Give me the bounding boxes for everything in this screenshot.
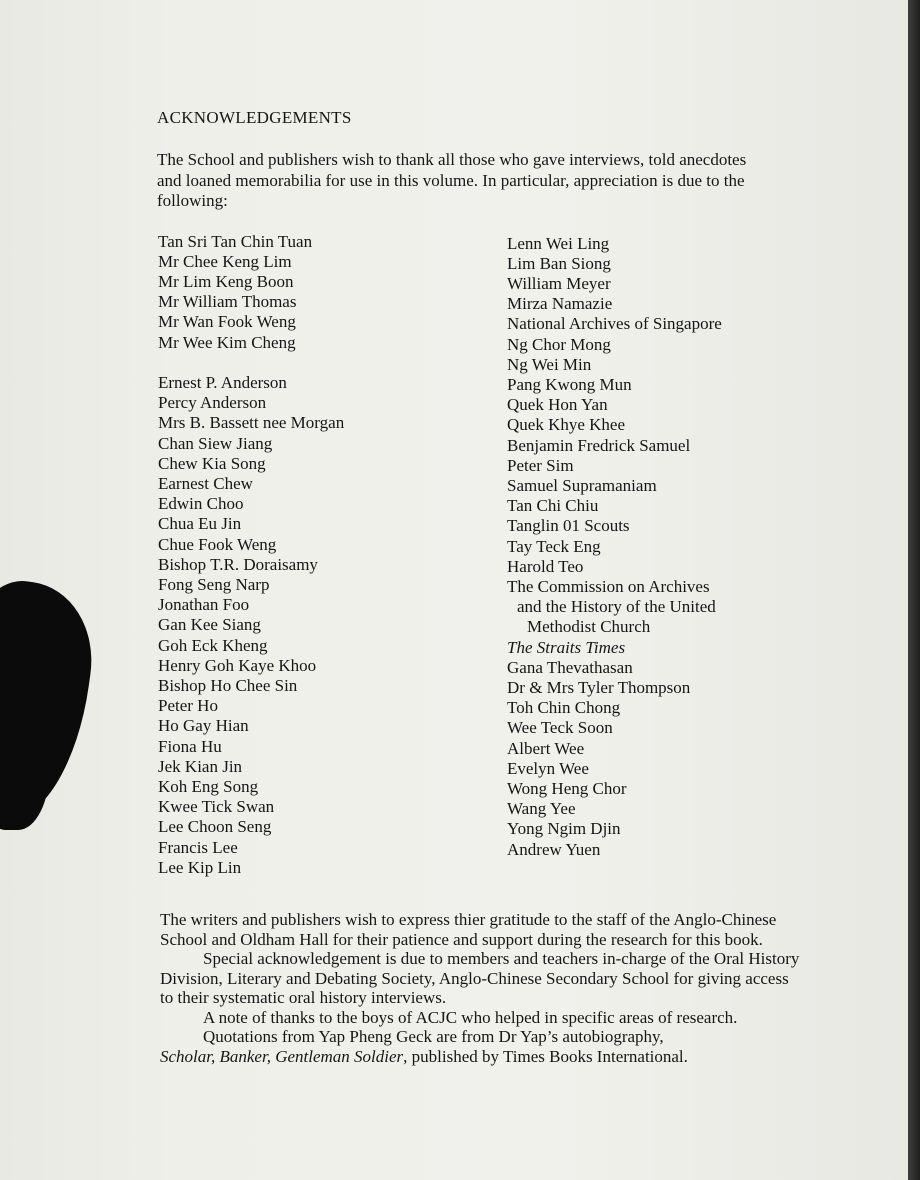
list-item: Chew Kia Song [158, 453, 266, 473]
list-item: Wang Yee [507, 799, 576, 819]
intro-paragraph: The School and publishers wish to thank all those who gave interviews, told anecdotes and loaned memorabilia for use in this volume. In particular, appreciation is due to the following: [157, 150, 747, 210]
list-item: Tan Chi Chiu [507, 496, 599, 516]
list-item: Gana Thevathasan [507, 657, 633, 677]
list-item: Mrs B. Bassett nee Morgan [158, 413, 345, 433]
list-item: William Meyer [507, 273, 611, 293]
list-item-newspaper: The Straits Times [507, 637, 626, 657]
list-item: Lee Choon Seng [158, 817, 272, 837]
list-item: Toh Chin Chong [507, 698, 621, 718]
quotations-text: Quotations from Yap Pheng Geck are from Dr Yap’s autobiography, [203, 1027, 664, 1046]
list-item: Mr William Thomas [158, 292, 297, 312]
list-item-continuation: Methodist Church [527, 617, 651, 637]
list-item: Samuel Supramaniam [507, 475, 657, 495]
list-item: Lim Ban Siong [507, 253, 611, 273]
acjc-thanks-paragraph: A note of thanks to the boys of ACJC who helped in specific areas of research. [203, 1007, 738, 1027]
list-item: Jonathan Foo [158, 595, 250, 615]
left-name-column [158, 232, 488, 878]
list-item: Kwee Tick Swan [158, 797, 275, 817]
list-item: Earnest Chew [158, 473, 253, 493]
list-item: Wee Teck Soon [507, 718, 613, 738]
list-item: Tay Teck Eng [507, 536, 601, 556]
list-item: Chua Eu Jin [158, 514, 242, 534]
list-item: Fiona Hu [158, 736, 222, 756]
list-item: Quek Khye Khee [507, 415, 626, 435]
list-item: Jek Kian Jin [158, 756, 243, 776]
list-item: Bishop Ho Chee Sin [158, 675, 298, 695]
list-item: Koh Eng Song [158, 776, 259, 796]
list-item-continuation: and the History of the United [517, 597, 716, 617]
list-item: Andrew Yuen [507, 839, 601, 859]
list-item: Ng Wei Min [507, 354, 592, 374]
list-item: Ernest P. Anderson [158, 372, 287, 392]
list-item: Evelyn Wee [507, 758, 589, 778]
list-item: Mr Wan Fook Weng [158, 312, 296, 332]
list-item: Gan Kee Siang [158, 615, 261, 635]
list-item: Goh Eck Kheng [158, 635, 268, 655]
quotations-paragraph [160, 1027, 800, 1066]
book-title: Scholar, Banker, Gentleman Soldier [160, 1046, 404, 1066]
list-item: Chue Fook Weng [158, 534, 277, 554]
list-item: The Commission on Archives [507, 576, 710, 596]
list-item: Dr & Mrs Tyler Thompson [507, 677, 691, 697]
page-title: ACKNOWLEDGEMENTS [157, 108, 352, 127]
list-item: Bishop T.R. Doraisamy [158, 554, 318, 574]
list-item: Peter Sim [507, 455, 574, 475]
list-item: Lee Kip Lin [158, 857, 242, 877]
list-item: Peter Ho [158, 696, 218, 716]
list-item: Benjamin Fredrick Samuel [507, 435, 691, 455]
list-item: Fong Seng Narp [158, 574, 270, 594]
list-item: Edwin Choo [158, 494, 244, 514]
list-item: Pang Kwong Mun [507, 374, 632, 394]
closing-paragraphs [160, 910, 800, 1066]
list-item: Yong Ngim Djin [507, 819, 621, 839]
right-name-column [507, 234, 807, 860]
list-item: Percy Anderson [158, 393, 267, 413]
list-item: Ho Gay Hian [158, 716, 249, 736]
list-item: Mirza Namazie [507, 294, 613, 314]
list-item: National Archives of Singapore [507, 314, 722, 334]
list-item: Mr Lim Keng Boon [158, 271, 294, 291]
quotations-publisher: , published by Times Books International. [403, 1046, 688, 1066]
list-item: Ng Chor Mong [507, 334, 611, 354]
list-item: Mr Chee Keng Lim [158, 251, 292, 271]
list-item: Albert Wee [507, 738, 585, 758]
list-item: Lenn Wei Ling [507, 233, 610, 253]
list-item: Tanglin 01 Scouts [507, 516, 630, 536]
names-list [157, 232, 797, 892]
list-item: Francis Lee [158, 837, 238, 857]
list-item: Mr Wee Kim Cheng [158, 332, 296, 352]
page-content [157, 108, 797, 892]
list-item: Henry Goh Kaye Khoo [158, 655, 317, 675]
list-item: Tan Sri Tan Chin Tuan [158, 231, 313, 251]
gratitude-paragraph: The writers and publishers wish to express thier gratitude to the staff of the Anglo-Chinese School and Oldham Hall for their patience and support during the research for this book. [160, 910, 777, 949]
list-item: Wong Heng Chor [507, 778, 627, 798]
list-gap [158, 353, 488, 373]
page-edge-shadow [908, 0, 920, 1180]
list-item: Chan Siew Jiang [158, 433, 273, 453]
list-item: Quek Hon Yan [507, 395, 608, 415]
list-item: Harold Teo [507, 556, 584, 576]
special-acknowledgement-paragraph: Special acknowledgement is due to members and teachers in-charge of the Oral History Division, Literary and Debating Society, Anglo-Chinese Secondary School for giving access to their systematic oral history interviews. [160, 949, 800, 1007]
